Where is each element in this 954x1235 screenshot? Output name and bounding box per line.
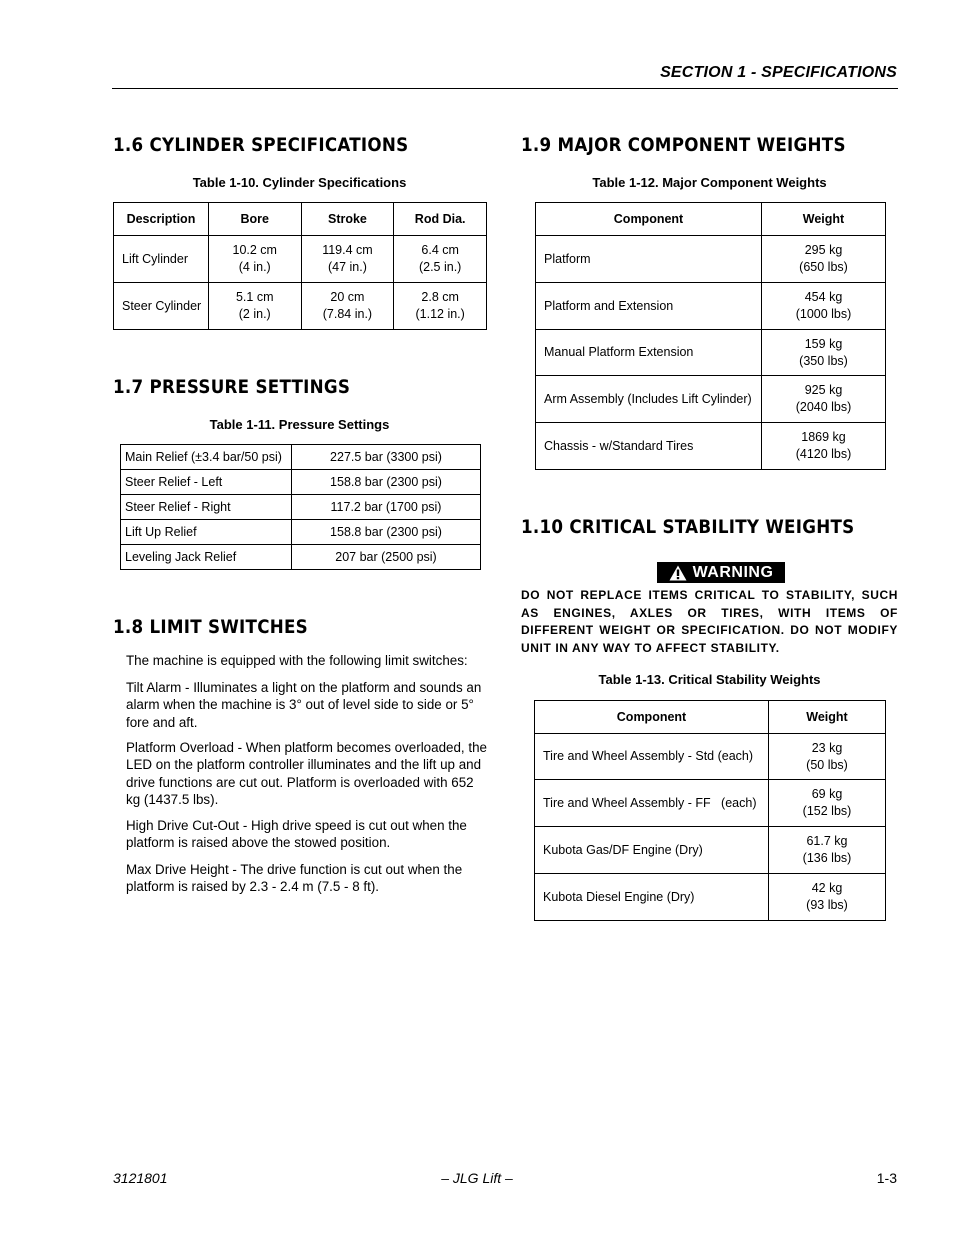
cell-value: 42 kg (93 lbs) (769, 874, 886, 921)
table-row (536, 283, 886, 330)
row-label: Steer Relief - Left (121, 470, 292, 495)
col-header: Description (114, 203, 209, 236)
table-row (121, 545, 481, 570)
row-label: Leveling Jack Relief (121, 545, 292, 570)
footer-brand: – JLG Lift – (441, 1170, 513, 1186)
col-header: Component (535, 701, 769, 734)
row-label: Steer Relief - Right (121, 495, 292, 520)
col-header: Rod Dia. (394, 203, 487, 236)
cell-value: 20 cm (7.84 in.) (301, 283, 394, 330)
cell-value: 10.2 cm (4 in.) (208, 236, 301, 283)
paragraph: The machine is equipped with the following limit switches: (126, 653, 468, 668)
cell-value: 158.8 bar (2300 psi) (292, 520, 481, 545)
row-label: Manual Platform Extension (536, 330, 762, 376)
cell-value: 158.8 bar (2300 psi) (292, 470, 481, 495)
row-label: Kubota Diesel Engine (Dry) (535, 874, 769, 921)
cell-value: 6.4 cm (2.5 in.) (394, 236, 487, 283)
caption-table-1-13: Table 1-13. Critical Stability Weights (598, 672, 821, 687)
paragraph: Tilt Alarm - Illuminates a light on the platform and sounds an alarm when the machine is 3° out of level side to side or 5° fore and aft. (126, 680, 482, 730)
table-row (536, 236, 886, 283)
heading-critical-stability-weights: 1.10 CRITICAL STABILITY WEIGHTS (521, 516, 855, 538)
cell-value: 117.2 bar (1700 psi) (292, 495, 481, 520)
col-header: Stroke (301, 203, 394, 236)
table-row (535, 780, 886, 827)
table-header-row (535, 701, 886, 734)
row-label: Lift Cylinder (114, 236, 209, 283)
cell-value: 2.8 cm (1.12 in.) (394, 283, 487, 330)
paragraph: Platform Overload - When platform becomes overloaded, the LED on the platform controller illuminates and the lift up and drive functions are cut out. Platform is overloaded with 652 kg (1437.5 lbs). (126, 740, 487, 807)
footer-page-number: 1-3 (876, 1170, 897, 1186)
row-label: Chassis - w/Standard Tires (536, 423, 762, 470)
table-row (121, 520, 481, 545)
warning-label: WARNING (692, 563, 774, 581)
row-label: Tire and Wheel Assembly - Std (each) (535, 734, 769, 780)
col-header: Weight (762, 203, 886, 236)
table-row (536, 423, 886, 470)
table-row (114, 236, 487, 283)
heading-limit-switches: 1.8 LIMIT SWITCHES (113, 616, 309, 638)
col-header: Component (536, 203, 762, 236)
table-row (536, 376, 886, 423)
warning-triangle-icon (669, 565, 687, 581)
cell-value: 61.7 kg (136 lbs) (769, 827, 886, 874)
paragraph: High Drive Cut-Out - High drive speed is cut out when the platform is raised above the stowed position. (126, 818, 467, 851)
cell-value: 1869 kg (4120 lbs) (762, 423, 886, 470)
col-header: Bore (208, 203, 301, 236)
table-row (536, 330, 886, 376)
warning-text: DO NOT REPLACE ITEMS CRITICAL TO STABILITY, SUCH AS ENGINES, AXLES OR TIRES, WITH ITEMS OF DIFFERENT WEIGHT OR SPECIFICATION. DO NOT MODIFY UNIT IN ANY WAY TO AFFECT STABILITY. (521, 588, 898, 655)
row-label: Main Relief (±3.4 bar/50 psi) (121, 445, 292, 470)
table-row (121, 495, 481, 520)
table-row (535, 827, 886, 874)
major-component-weights-table (535, 202, 886, 470)
table-row (121, 470, 481, 495)
section-header: SECTION 1 - SPECIFICATIONS (660, 64, 897, 81)
cell-value: 159 kg (350 lbs) (762, 330, 886, 376)
cell-value: 23 kg (50 lbs) (769, 734, 886, 780)
cylinder-specs-table (113, 202, 487, 330)
row-label: Arm Assembly (Includes Lift Cylinder) (536, 376, 762, 423)
paragraph: Max Drive Height - The drive function is cut out when the platform is raised by 2.3 - 2.4 m (7.5 - 8 ft). (126, 862, 463, 895)
caption-table-1-12: Table 1-12. Major Component Weights (592, 175, 827, 190)
heading-pressure-settings: 1.7 PRESSURE SETTINGS (113, 376, 351, 398)
heading-cylinder-specs: 1.6 CYLINDER SPECIFICATIONS (113, 134, 409, 156)
header-rule (112, 88, 898, 89)
cell-value: 295 kg (650 lbs) (762, 236, 886, 283)
table-row (535, 734, 886, 780)
cell-value: 5.1 cm (2 in.) (208, 283, 301, 330)
cell-value: 119.4 cm (47 in.) (301, 236, 394, 283)
warning-badge (657, 562, 785, 583)
row-label: Steer Cylinder (114, 283, 209, 330)
table-header-row (114, 203, 487, 236)
table-row (121, 445, 481, 470)
row-label: Lift Up Relief (121, 520, 292, 545)
col-header: Weight (769, 701, 886, 734)
heading-major-component-weights: 1.9 MAJOR COMPONENT WEIGHTS (521, 134, 846, 156)
table-row (535, 874, 886, 921)
caption-table-1-10: Table 1-10. Cylinder Specifications (192, 175, 407, 190)
row-label: Platform and Extension (536, 283, 762, 330)
table-header-row (536, 203, 886, 236)
table-row (114, 283, 487, 330)
cell-value: 227.5 bar (3300 psi) (292, 445, 481, 470)
caption-table-1-11: Table 1-11. Pressure Settings (209, 417, 390, 432)
row-label: Kubota Gas/DF Engine (Dry) (535, 827, 769, 874)
cell-value: 207 bar (2500 psi) (292, 545, 481, 570)
pressure-settings-table (120, 444, 481, 570)
cell-value: 69 kg (152 lbs) (769, 780, 886, 827)
row-label: Platform (536, 236, 762, 283)
footer-doc-number: 3121801 (113, 1170, 168, 1186)
cell-value: 454 kg (1000 lbs) (762, 283, 886, 330)
critical-stability-weights-table (534, 700, 886, 921)
cell-value: 925 kg (2040 lbs) (762, 376, 886, 423)
row-label: Tire and Wheel Assembly - FF (each) (535, 780, 769, 827)
